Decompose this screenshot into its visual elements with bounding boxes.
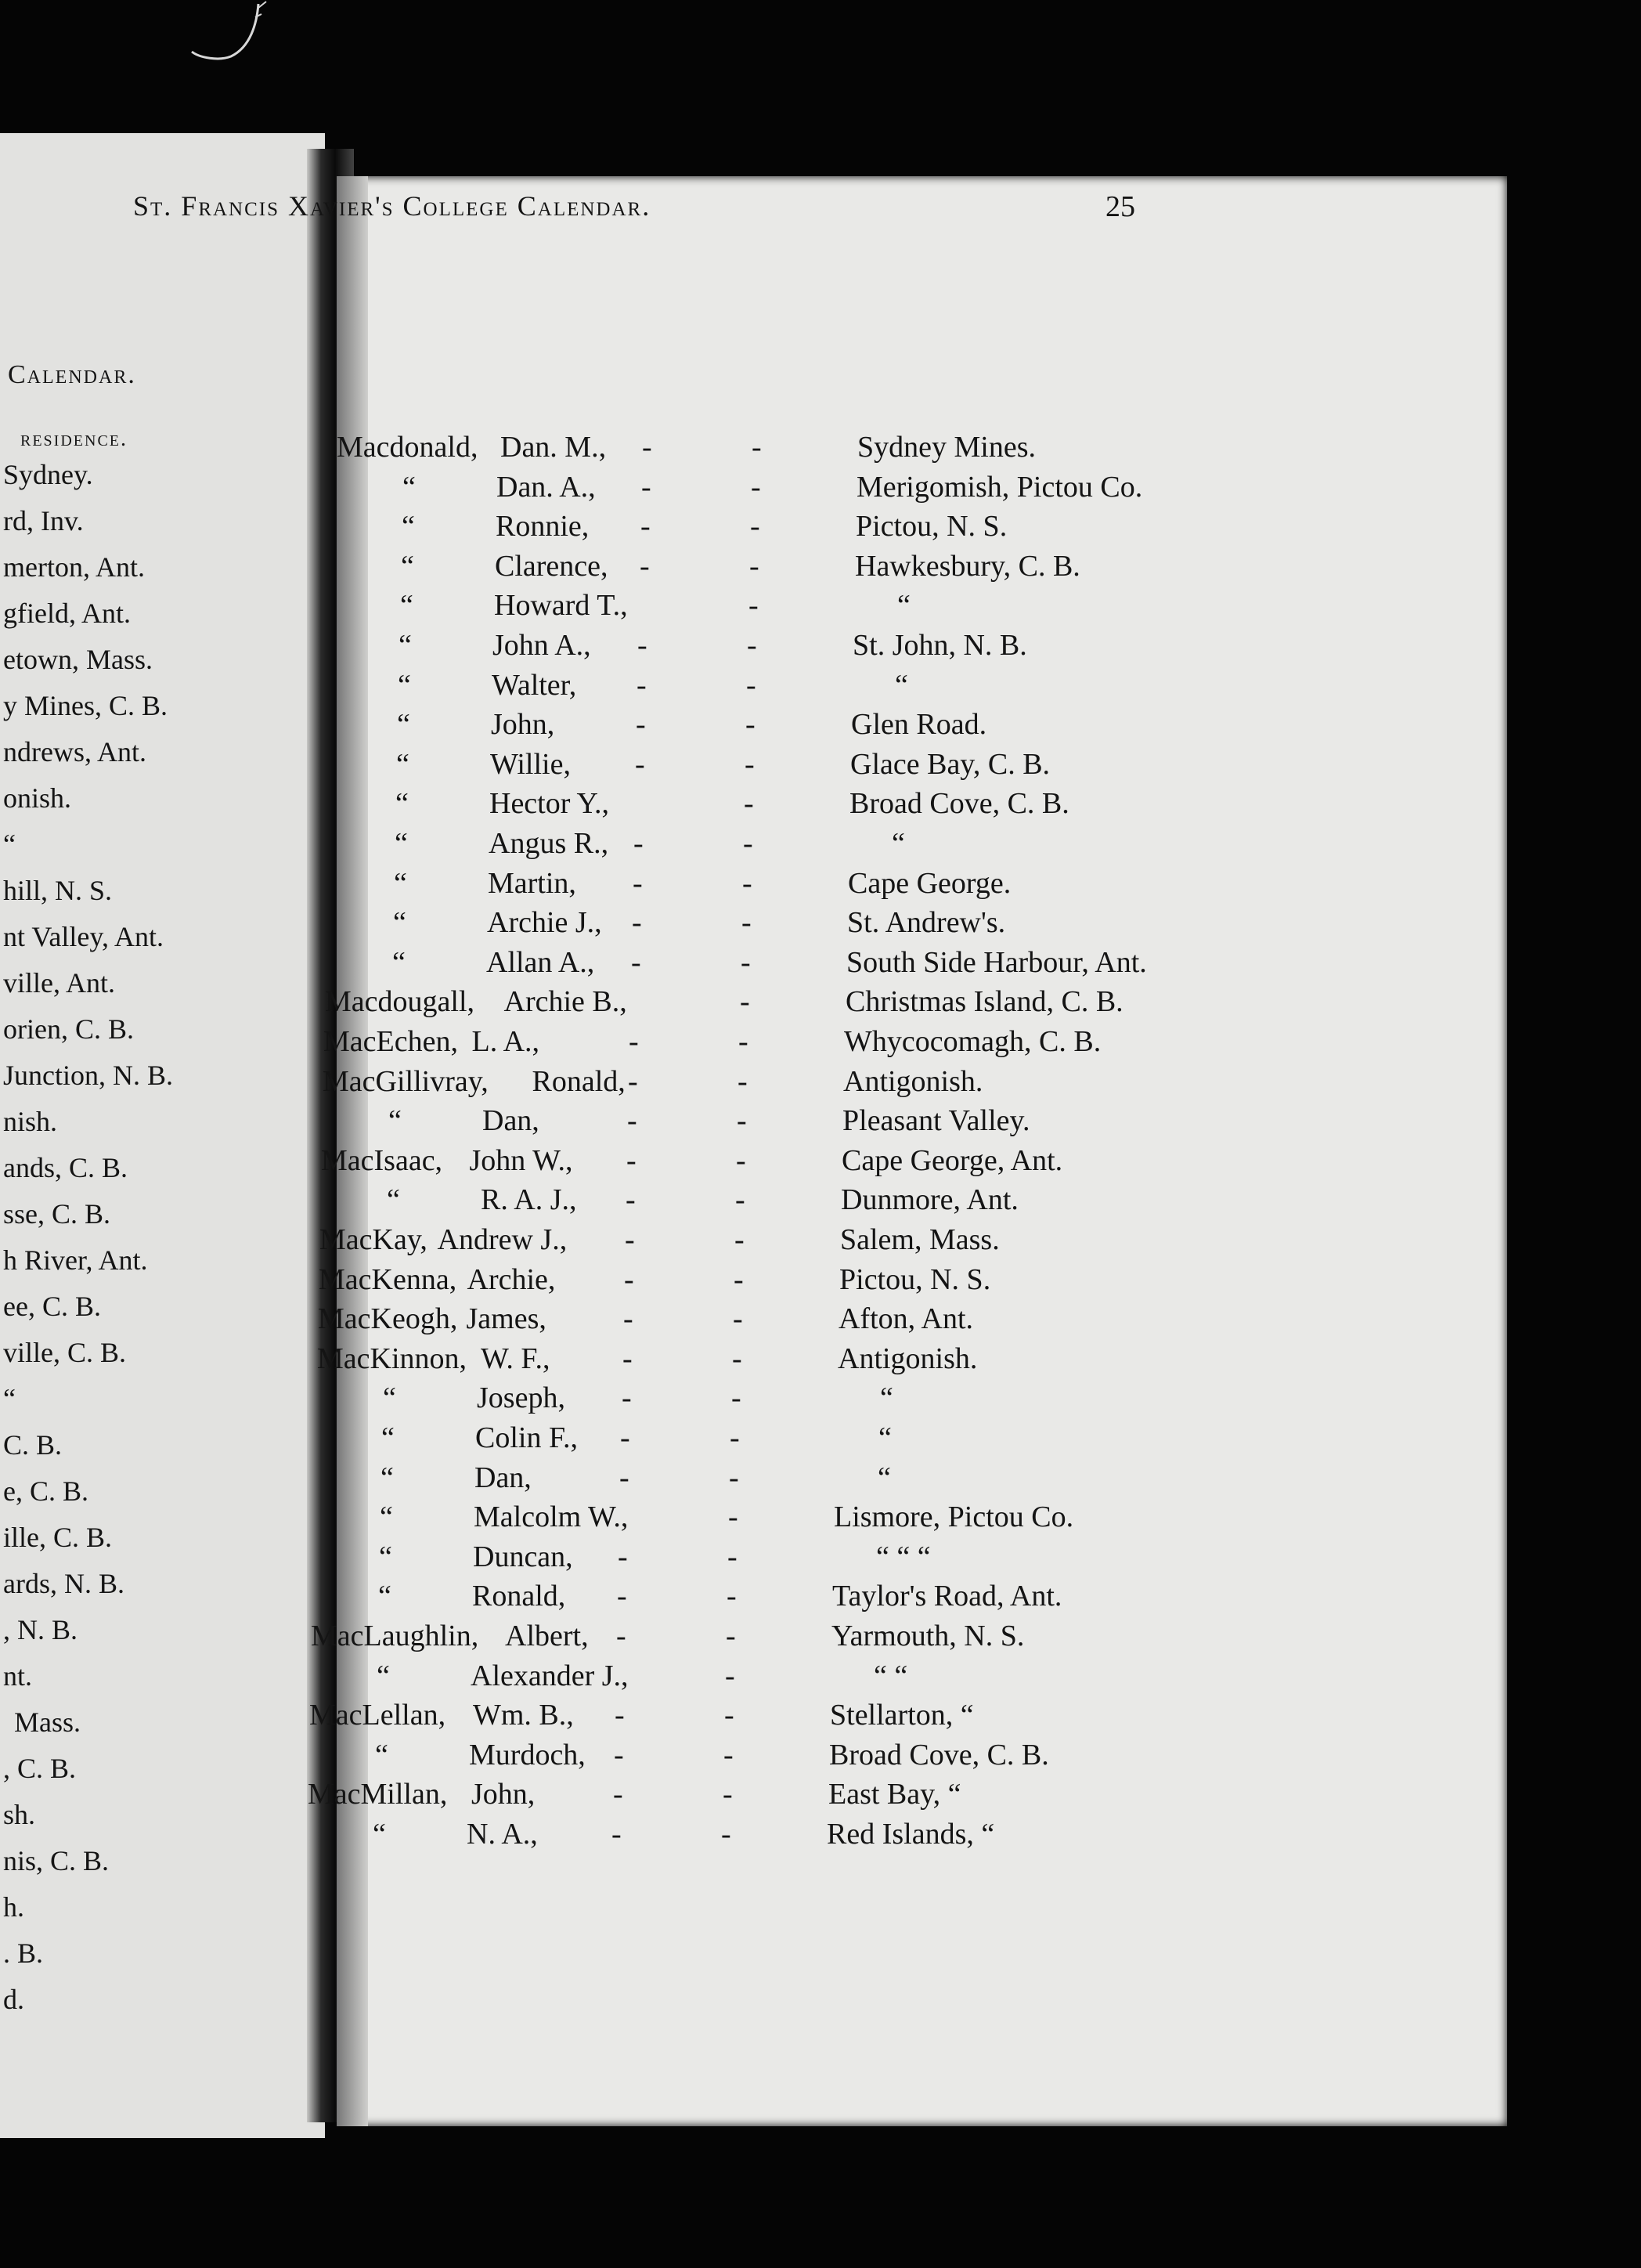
entry-residence: Stellarton, “ [830, 1699, 974, 1732]
entry-given-name: Archie, [467, 1262, 556, 1296]
entry-surname: “ [394, 866, 407, 900]
left-page-fragment: “ [3, 829, 16, 860]
leader-dash: - [736, 1143, 746, 1177]
left-page-fragment: Mass. [14, 1706, 81, 1738]
leader-dash: - [743, 827, 753, 860]
leader-dash: - [636, 708, 646, 742]
entry-surname: “ [399, 629, 412, 662]
entry-given-name: Duncan, [473, 1540, 573, 1573]
entry-residence: Dunmore, Ant. [841, 1183, 1019, 1217]
leader-dash: - [631, 945, 641, 979]
entry-surname: “ [398, 668, 411, 702]
student-entry [332, 627, 1506, 663]
student-entry [323, 1064, 1497, 1100]
entry-residence: East Bay, “ [828, 1778, 961, 1811]
entry-surname: “ [402, 470, 416, 504]
entry-given-name: John, [491, 708, 555, 742]
student-entry [319, 1262, 1493, 1298]
student-entry [311, 1618, 1485, 1654]
entry-given-name: Dan. A., [496, 470, 596, 504]
leader-dash: - [617, 1580, 627, 1613]
entry-residence: Cape George. [848, 866, 1012, 900]
entry-surname: MacLellan, [309, 1699, 446, 1732]
student-entry [322, 1103, 1496, 1139]
leader-dash: - [622, 1381, 632, 1415]
left-page-fragment: h River, Ant. [3, 1244, 148, 1276]
entry-surname: “ [388, 1104, 402, 1138]
entry-surname: “ [401, 549, 414, 583]
student-entry [317, 1341, 1491, 1377]
entry-surname: “ [380, 1461, 394, 1494]
left-page-fragment: ards, N. B. [3, 1568, 124, 1599]
leader-dash: - [728, 1501, 738, 1534]
entry-surname: “ [393, 906, 406, 940]
leader-dash: - [625, 1223, 635, 1256]
left-page-fragment: h. [3, 1891, 24, 1923]
entry-surname: “ [395, 787, 409, 821]
entry-given-name: Hector Y., [489, 787, 610, 821]
student-entry [312, 1578, 1486, 1614]
entry-residence: Afton, Ant. [839, 1302, 974, 1336]
leader-dash: - [633, 866, 643, 900]
entry-residence: Taylor's Road, Ant. [832, 1580, 1062, 1613]
entry-surname: MacMillan, [308, 1778, 448, 1811]
student-entry [316, 1380, 1491, 1416]
left-page-fragment: sh. [3, 1799, 36, 1830]
entry-given-name: Murdoch, [469, 1738, 586, 1771]
student-entry [329, 785, 1503, 822]
leader-dash: - [635, 747, 645, 781]
left-page-fragment: d. [3, 1984, 24, 2015]
leader-dash: - [751, 470, 761, 504]
leader-dash: - [747, 629, 757, 662]
left-page-fragment: y Mines, C. B. [3, 690, 168, 721]
entry-residence: “ [878, 1421, 892, 1454]
leader-dash: - [624, 1262, 634, 1296]
entry-given-name: Andrew J., [437, 1223, 568, 1256]
left-page-fragment: rd, Inv. [3, 505, 84, 536]
student-entry [321, 1143, 1495, 1179]
entry-given-name: Malcolm W., [474, 1501, 629, 1534]
left-page-fragment: ndrews, Ant. [3, 736, 146, 767]
left-page-fragment: gfield, Ant. [3, 598, 131, 629]
leader-dash: - [641, 470, 651, 504]
leader-dash: - [735, 1183, 745, 1217]
left-page-fragment: sse, C. B. [3, 1198, 111, 1230]
student-entry [312, 1539, 1487, 1575]
entry-surname: “ [395, 827, 408, 860]
entry-residence: South Side Harbour, Ant. [846, 945, 1147, 979]
left-page-fragment: onish. [3, 782, 72, 814]
entry-residence: “ [878, 1461, 891, 1494]
leader-dash: - [733, 1302, 743, 1336]
page-running-title: St. Francis Xavier's College Calendar. [133, 190, 651, 222]
entry-given-name: James, [466, 1302, 546, 1336]
left-page-fragment: , N. B. [3, 1614, 78, 1645]
entry-surname: Macdougall, [325, 985, 475, 1019]
entry-surname: MacKinnon, [317, 1342, 467, 1375]
entry-residence: Lismore, Pictou Co. [834, 1501, 1074, 1534]
left-page-fragment: hill, N. S. [3, 875, 113, 906]
left-page-fragment: ville, C. B. [3, 1337, 127, 1368]
entry-residence: “ [895, 668, 908, 702]
leader-dash: - [628, 1064, 638, 1098]
leader-dash: - [632, 906, 642, 940]
left-page-fragment: ville, Ant. [3, 967, 115, 999]
entry-given-name: John A., [492, 629, 591, 662]
student-entry [325, 984, 1499, 1020]
entry-residence: Hawkesbury, C. B. [855, 549, 1080, 583]
leader-dash: - [731, 1381, 741, 1415]
leader-dash: - [640, 549, 650, 583]
entry-given-name: Howard T., [494, 589, 628, 623]
student-entry [320, 1182, 1495, 1218]
student-entry [326, 905, 1501, 941]
leader-dash: - [642, 431, 652, 464]
entry-residence: “ “ [874, 1659, 908, 1692]
leader-dash: - [744, 787, 754, 821]
entry-residence: Glen Road. [851, 708, 987, 742]
entry-residence: Yarmouth, N. S. [831, 1620, 1025, 1652]
student-entry [334, 587, 1508, 623]
leader-dash: - [626, 1183, 636, 1217]
left-page-fragment: . B. [3, 1938, 44, 1969]
leader-dash: - [734, 1262, 744, 1296]
leader-dash: - [726, 1620, 736, 1652]
leader-dash: - [724, 1699, 734, 1732]
entry-surname: “ [377, 1659, 390, 1692]
leader-dash: - [738, 1025, 748, 1058]
left-page-fragment: C. B. [3, 1429, 63, 1461]
student-entry [330, 746, 1504, 782]
entry-given-name: Willie, [490, 747, 571, 781]
entry-given-name: Alexander J., [471, 1659, 629, 1692]
leader-dash: - [729, 1461, 739, 1494]
entry-surname: “ [387, 1183, 400, 1217]
student-entry [328, 825, 1502, 861]
entry-surname: “ [392, 945, 406, 979]
entry-surname: MacGillivray, [323, 1064, 489, 1098]
entry-residence: “ [880, 1381, 893, 1415]
student-entry [327, 865, 1502, 901]
entry-given-name: Ronnie, [496, 510, 590, 544]
entry-given-name: Allan A., [486, 945, 595, 979]
left-page-fragment: Junction, N. B. [3, 1060, 174, 1091]
entry-residence: Salem, Mass. [840, 1223, 1000, 1256]
leader-dash: - [633, 827, 644, 860]
leader-dash: - [725, 1659, 735, 1692]
left-page-fragment: nt. [3, 1660, 33, 1692]
student-entry [306, 1816, 1481, 1852]
student-entry [331, 667, 1506, 703]
entry-residence: Antigonish. [838, 1342, 978, 1375]
leader-dash: - [627, 1104, 637, 1138]
student-entry [326, 944, 1500, 981]
entry-surname: “ [378, 1580, 391, 1613]
entry-surname: MacKenna, [319, 1262, 457, 1296]
entry-given-name: Clarence, [495, 549, 608, 583]
entry-given-name: W. F., [481, 1342, 550, 1375]
entry-residence: Antigonish. [843, 1064, 983, 1098]
entry-surname: MacEchen, [323, 1025, 458, 1058]
entry-surname: “ [396, 747, 409, 781]
leader-dash: - [737, 1104, 747, 1138]
entry-given-name: Dan, [474, 1461, 532, 1494]
entry-given-name: Dan. M., [500, 431, 607, 464]
leader-dash: - [622, 1342, 633, 1375]
leader-dash: - [741, 906, 752, 940]
entry-given-name: Martin, [488, 866, 576, 900]
entry-residence: St. Andrew's. [847, 906, 1006, 940]
entry-given-name: Albert, [505, 1620, 589, 1652]
entry-given-name: Wm. B., [473, 1699, 574, 1732]
student-entry [336, 469, 1510, 505]
leader-dash: - [613, 1778, 623, 1811]
leader-dash: - [629, 1025, 639, 1058]
entry-residence: Christmas Island, C. B. [846, 985, 1123, 1019]
entry-surname: MacIsaac, [321, 1143, 443, 1177]
leader-dash: - [740, 985, 750, 1019]
leader-dash: - [738, 1064, 748, 1098]
entry-surname: MacLaughlin, [311, 1620, 479, 1652]
entry-given-name: John, [471, 1778, 536, 1811]
leader-dash: - [742, 866, 752, 900]
student-entry [314, 1460, 1488, 1496]
entry-surname: “ [381, 1421, 395, 1454]
leader-dash: - [623, 1302, 633, 1336]
entry-residence: “ [897, 589, 911, 623]
leader-dash: - [749, 549, 759, 583]
entry-residence: St. John, N. B. [853, 629, 1027, 662]
left-page-fragment: ille, C. B. [3, 1522, 113, 1553]
entry-residence: Glace Bay, C. B. [850, 747, 1051, 781]
entry-surname: “ [373, 1818, 386, 1851]
leader-dash: - [620, 1421, 630, 1454]
left-page-fragment: e, C. B. [3, 1475, 89, 1507]
entry-given-name: Joseph, [477, 1381, 565, 1415]
entry-residence: Pictou, N. S. [839, 1262, 991, 1296]
left-page-fragment: nish. [3, 1106, 58, 1137]
left-page-fragment: ands, C. B. [3, 1152, 128, 1183]
left-running-head: Calendar. [8, 360, 136, 389]
leader-dash: - [618, 1540, 628, 1573]
entry-surname: “ [397, 708, 410, 742]
entry-given-name: John W., [469, 1143, 573, 1177]
leader-dash: - [734, 1223, 745, 1256]
student-entry [310, 1658, 1484, 1694]
left-page-fragment: nis, C. B. [3, 1845, 110, 1876]
leader-dash: - [746, 668, 756, 702]
entry-surname: “ [375, 1738, 388, 1771]
entry-surname: MacKay, [319, 1223, 427, 1256]
leader-dash: - [745, 708, 756, 742]
student-entry [319, 1222, 1494, 1258]
entry-residence: Whycocomagh, C. B. [844, 1025, 1102, 1058]
leader-dash: - [721, 1818, 731, 1851]
entry-given-name: Ronald, [532, 1064, 626, 1098]
student-entry [308, 1737, 1483, 1773]
entry-surname: “ [402, 510, 415, 544]
leader-dash: - [619, 1461, 629, 1494]
leader-dash: - [616, 1620, 626, 1652]
entry-surname: “ [383, 1381, 396, 1415]
left-page-fragment: merton, Ant. [3, 551, 145, 583]
entry-given-name: Archie J., [487, 906, 602, 940]
entry-residence: Sydney Mines. [857, 431, 1036, 464]
entry-given-name: R. A. J., [481, 1183, 577, 1217]
leader-dash: - [727, 1580, 737, 1613]
leader-dash: - [745, 747, 755, 781]
student-entry [309, 1697, 1484, 1733]
entry-residence: “ “ “ [876, 1540, 931, 1573]
entry-residence: Red Islands, “ [827, 1818, 995, 1851]
entry-residence: “ [892, 827, 905, 860]
left-page-fragment: etown, Mass. [3, 644, 153, 675]
entry-residence: Merigomish, Pictou Co. [857, 470, 1143, 504]
entry-given-name: Ronald, [472, 1580, 566, 1613]
leader-dash: - [626, 1143, 637, 1177]
leader-dash: - [723, 1778, 733, 1811]
left-page-fragment: “ [3, 1383, 16, 1414]
leader-dash: - [732, 1342, 742, 1375]
student-entry [335, 508, 1509, 544]
entry-residence: Pleasant Valley. [842, 1104, 1030, 1138]
entry-surname: “ [380, 1501, 393, 1534]
leader-dash: - [637, 668, 647, 702]
leader-dash: - [727, 1540, 738, 1573]
leader-dash: - [637, 629, 647, 662]
entry-given-name: Angus R., [489, 827, 609, 860]
entry-surname: Macdonald, [337, 431, 478, 464]
leader-dash: - [640, 510, 651, 544]
entry-given-name: Walter, [492, 668, 577, 702]
entry-residence: Cape George, Ant. [842, 1143, 1063, 1177]
entry-surname: “ [379, 1540, 392, 1573]
student-entry [334, 548, 1509, 584]
left-page-fragment: ee, C. B. [3, 1291, 101, 1322]
entry-given-name: N. A., [467, 1818, 538, 1851]
leader-dash: - [615, 1699, 625, 1732]
leader-dash: - [614, 1738, 624, 1771]
student-entry [308, 1776, 1482, 1812]
page-number: 25 [1105, 190, 1135, 223]
entry-given-name: Dan, [482, 1104, 539, 1138]
student-entry [330, 706, 1505, 742]
student-entry [315, 1420, 1489, 1456]
leader-dash: - [750, 510, 760, 544]
left-page-fragment: orien, C. B. [3, 1013, 134, 1045]
entry-given-name: Colin F., [475, 1421, 579, 1454]
leader-dash: - [748, 589, 759, 623]
entry-surname: MacKeogh, [318, 1302, 458, 1336]
left-page-fragment: , C. B. [3, 1753, 77, 1784]
leader-dash: - [730, 1421, 740, 1454]
entry-residence: Pictou, N. S. [856, 510, 1008, 544]
leader-dash: - [611, 1818, 622, 1851]
student-entry [318, 1301, 1492, 1337]
student-entry [323, 1024, 1498, 1060]
left-column-head: residence. [20, 427, 128, 451]
left-page-fragment: nt Valley, Ant. [3, 921, 164, 952]
entry-surname: “ [400, 589, 413, 623]
entry-residence: Broad Cove, C. B. [849, 787, 1069, 821]
left-page-fragment: Sydney. [3, 459, 93, 490]
leader-dash: - [752, 431, 762, 464]
entry-given-name: L. A., [471, 1025, 540, 1058]
entry-given-name: Archie B., [503, 985, 627, 1019]
student-entry [313, 1499, 1488, 1535]
leader-dash: - [723, 1738, 734, 1771]
entry-residence: Broad Cove, C. B. [829, 1738, 1049, 1771]
student-entry [337, 429, 1511, 465]
leader-dash: - [741, 945, 751, 979]
